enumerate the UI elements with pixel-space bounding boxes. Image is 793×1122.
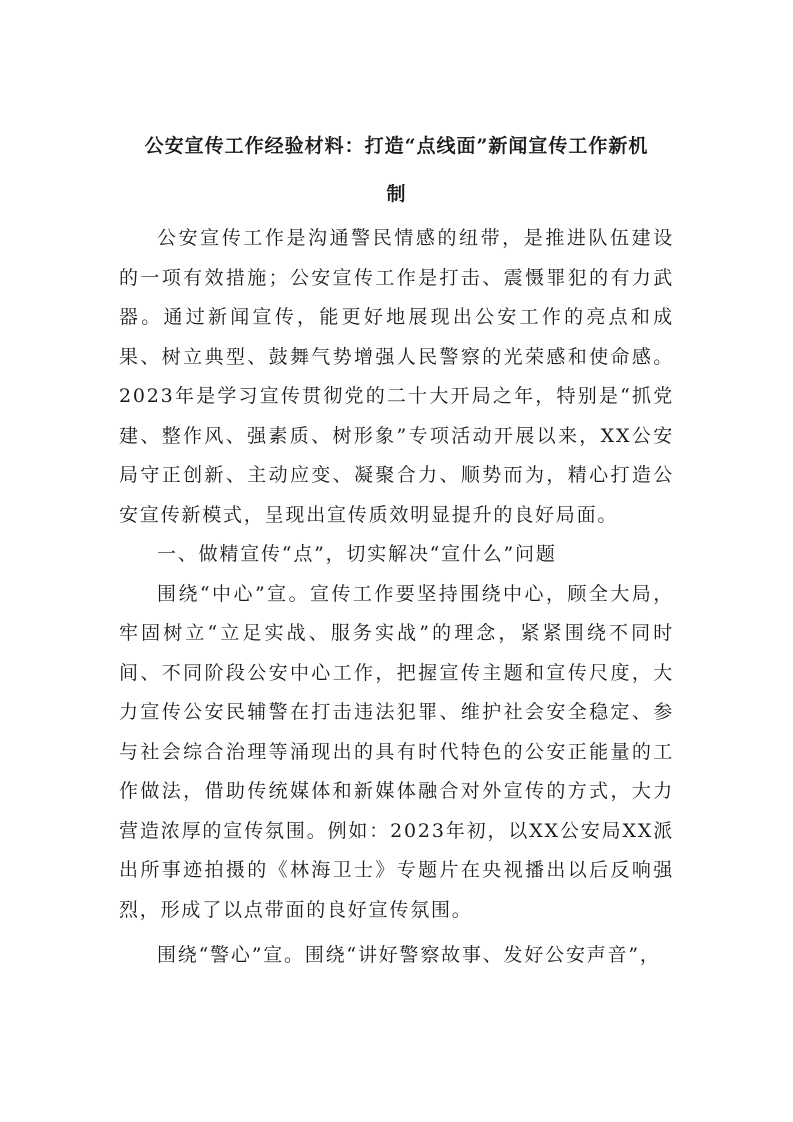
paragraph-center-publicity: 围绕“中心”宣。宣传工作要坚持围绕中心，顾全大局，牢固树立“立足实战、服务实战”的理念，紧紧围绕不同时间、不同阶段公安中心工作，把握宣传主题和宣传尺度，大力宣传公安民辅警在打击违法犯罪、维护社会安全稳定、参与社会综合治理等涌现出的具有时代特色的公安正能量的工作做法，借助传统媒体和新媒体融合对外宣传的方式，大力营造浓厚的宣传氛围。例如：2023年初，以XX公安局XX派出所事迹拍摄的《林海卫士》专题片在央视播出以后反响强烈，形成了以点带面的良好宣传氛围。 bbox=[119, 582, 674, 921]
intro-paragraph: 公安宣传工作是沟通警民情感的纽带，是推进队伍建设的一项有效措施；公安宣传工作是打击、震慑罪犯的有力武器。通过新闻宣传，能更好地展现出公安工作的亮点和成果、树立典型、鼓舞气势增强人民警察的光荣感和使命感。2023年是学习宣传贯彻党的二十大开局之年，特别是“抓党建、整作风、强素质、树形象”专项活动开展以来，XX公安局守正创新、主动应变、凝聚合力、顺势而为，精心打造公安宣传新模式，呈现出宣传质效明显提升的良好局面。 bbox=[119, 227, 674, 526]
section-heading-1: 一、做精宣传“点”，切实解决“宣什么”问题 bbox=[157, 543, 557, 565]
document-title-line-1: 公安宣传工作经验材料：打造“点线面”新闻宣传工作新机 bbox=[144, 135, 649, 157]
document-title-line-2: 制 bbox=[386, 183, 407, 205]
paragraph-police-heart-publicity: 围绕“警心”宣。围绕“讲好警察故事、发好公安声音”， bbox=[157, 944, 661, 966]
document-body bbox=[119, 219, 674, 976]
